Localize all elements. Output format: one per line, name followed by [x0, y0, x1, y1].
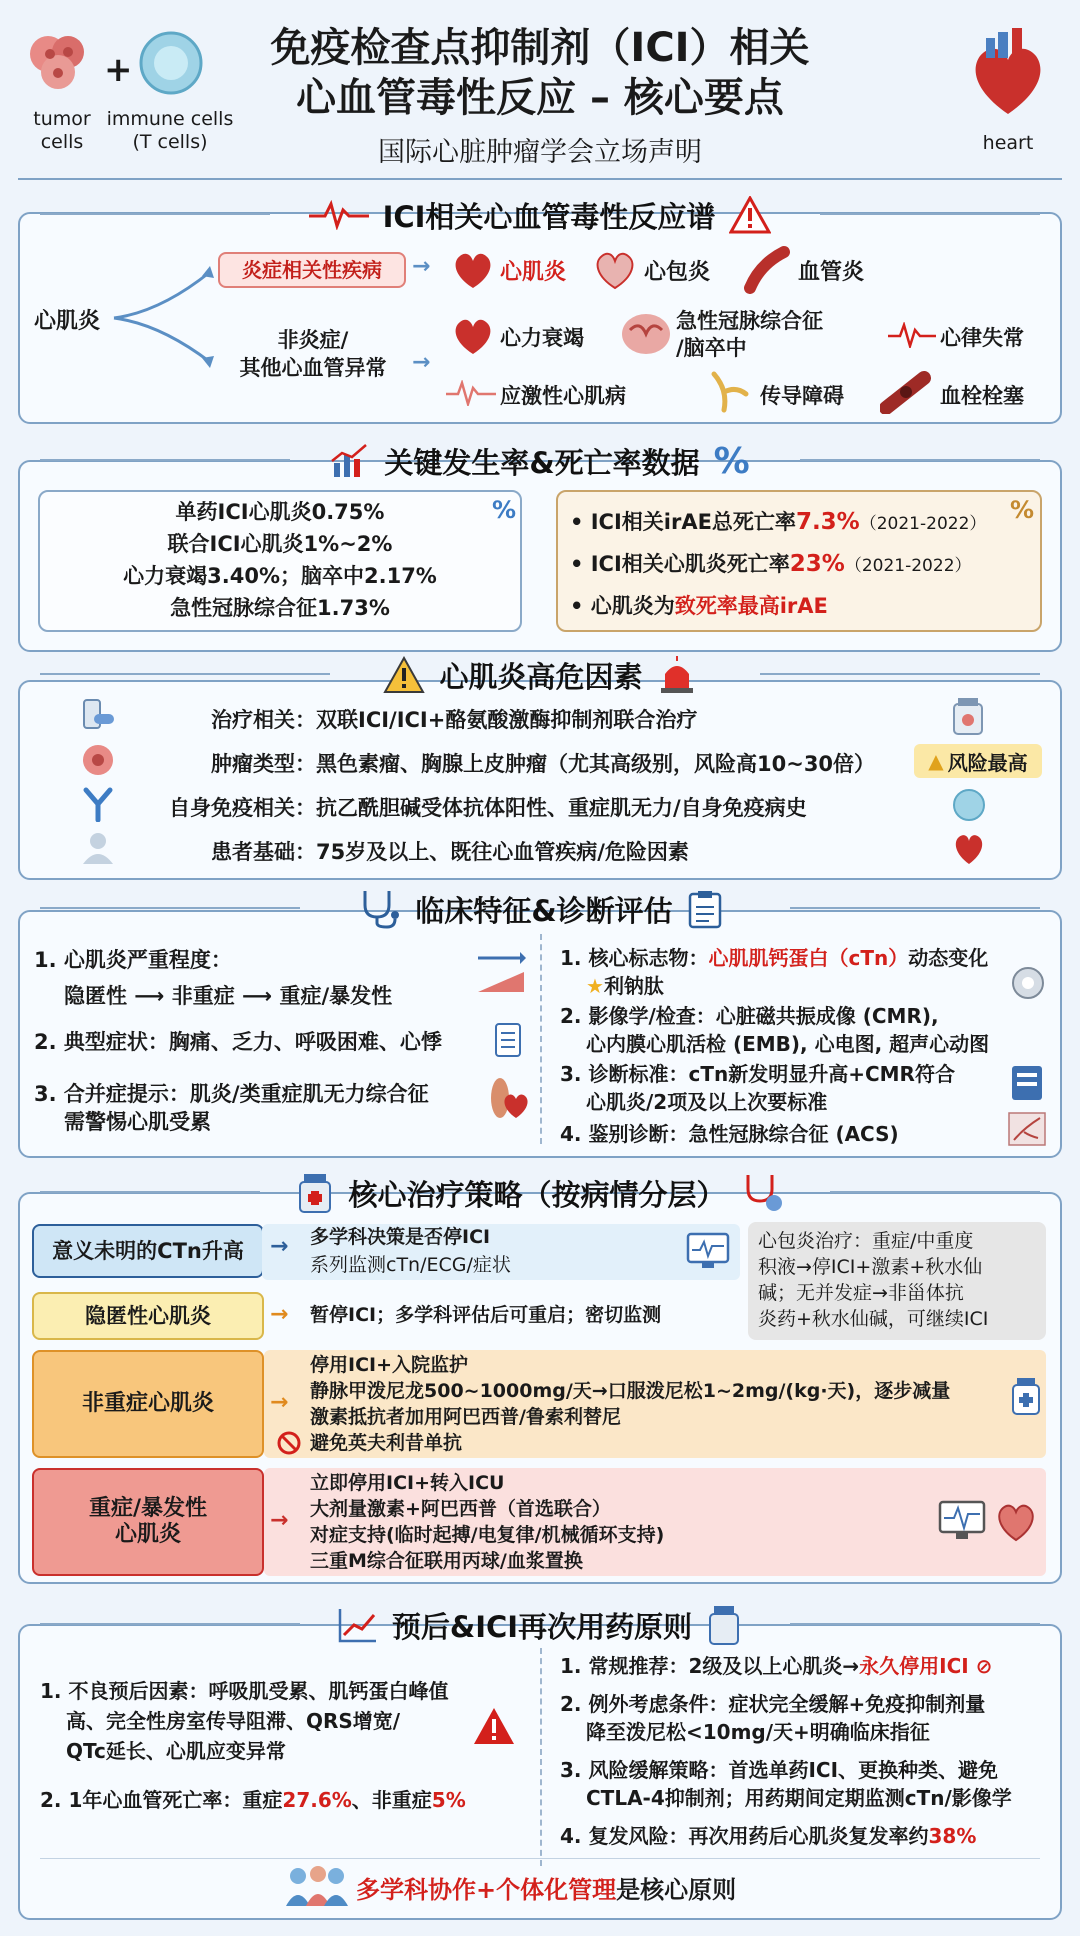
- percent-icon: %: [492, 496, 517, 524]
- tier-line: 停用ICI+入院监护: [310, 1354, 469, 1376]
- pericarditis-line: 炎药+秋水仙碱，可继续ICI: [758, 1308, 989, 1330]
- page-title-line1: 免疫检查点抑制剂（ICI）相关: [270, 25, 810, 71]
- spectrum-root: 心肌炎: [34, 309, 101, 334]
- arrow-icon: →: [270, 1302, 289, 1327]
- mortality-line: 2. 1年心血管死亡率：重症27.6%、非重症5%: [40, 1788, 466, 1812]
- tier-line: 暂停ICI；多学科评估后可重启；密切监测: [310, 1304, 662, 1326]
- mortality-item: • 心肌炎为致死率最高irAE: [570, 594, 828, 618]
- incidence-left-item: 心力衰竭3.40%；脑卒中2.17%: [123, 564, 437, 588]
- prognosis-line: QTc延长、心肌应变异常: [66, 1739, 286, 1763]
- clinical-right-item: 心肌炎/2项及以上次要标准: [586, 1090, 828, 1114]
- arrow-icon: →: [412, 254, 431, 279]
- pericarditis-line: 心包炎治疗：重症/中重度: [758, 1230, 974, 1252]
- tier-occult: 隐匿性心肌炎: [32, 1292, 264, 1340]
- tier-line: 三重M综合征联用丙球/血浆置换: [310, 1550, 583, 1572]
- clinical-title: 临床特征&诊断评估: [415, 893, 673, 928]
- inflam-item-vasculitis: 血管炎: [798, 260, 865, 285]
- highest-risk-badge: ▲ 风险最高: [914, 744, 1042, 778]
- risk-value: 抗乙酰胆碱受体抗体阳性、重症肌无力/自身免疫病史: [316, 796, 807, 820]
- percent-icon: %: [713, 440, 750, 482]
- rechallenge-line: 3. 风险缓解策略：首选单药ICI、更换种类、避免: [560, 1758, 999, 1782]
- noninflam-label: 非炎症/ 其他心血管异常: [239, 328, 387, 380]
- tier-unknown-ctn: 意义未明的CTn升高: [32, 1224, 264, 1278]
- risk-title: 心肌炎高危因素: [439, 659, 643, 694]
- clinical-right-item: ★利钠肽: [586, 974, 664, 998]
- prohibit-icon: ⊘: [968, 1654, 993, 1678]
- page-subtitle: 国际心脏肿瘤学会立场声明: [378, 137, 702, 168]
- tier-line: 静脉甲泼尼龙500~1000mg/天→口服泼尼松1~2mg/(kg·天)，逐步减量: [310, 1380, 951, 1402]
- rechallenge-line: 4. 复发风险：再次用药后心肌炎复发率约38%: [560, 1824, 977, 1848]
- spectrum-title: ICI相关心血管毒性反应谱: [382, 199, 716, 234]
- inflam-item-pericarditis: 心包炎: [644, 260, 711, 285]
- clinical-left-item: 需警惕心肌受累: [64, 1110, 211, 1134]
- tier-line: 激素抵抗者加用阿巴西普/鲁索利替尼: [310, 1406, 621, 1428]
- incidence-left-item: 急性冠脉综合征1.73%: [170, 596, 390, 620]
- incidence-left-item: 联合ICI心肌炎1%~2%: [167, 532, 393, 556]
- tier-line: 大剂量激素+阿巴西普（首选联合）: [310, 1498, 611, 1520]
- risk-value: 75岁及以上、既往心血管疾病/危险因素: [316, 840, 689, 864]
- clinical-left-item: 隐匿性 ⟶ 非重症 ⟶ 重症/暴发性: [64, 984, 393, 1008]
- inflam-item-myocarditis: 心肌炎: [500, 260, 567, 285]
- row1-acs-stroke: 急性冠脉综合征 /脑卒中: [676, 309, 823, 360]
- rechallenge-line: CTLA-4抑制剂；用药期间定期监测cTn/影像学: [586, 1786, 1012, 1810]
- clinical-right-item: 2. 影像学/检查：心脏磁共振成像 (CMR),: [560, 1004, 939, 1028]
- heart-label: heart: [982, 132, 1034, 154]
- prognosis-title: 预后&ICI再次用药原则: [391, 1609, 693, 1644]
- row2-thromboembolism: 血栓栓塞: [940, 384, 1024, 408]
- arrow-icon: →: [412, 350, 431, 375]
- risk-key: 自身免疫相关：: [169, 796, 316, 820]
- risk-key: 肿瘤类型：: [211, 752, 316, 776]
- rechallenge-line: 降至泼尼松<10mg/天+明确临床指征: [586, 1720, 930, 1744]
- percent-icon: %: [1010, 496, 1035, 524]
- risk-value: 双联ICI/ICI+酪氨酸激酶抑制剂联合治疗: [316, 708, 698, 732]
- warning-icon: ▲: [928, 749, 944, 773]
- tier-line: 多学科决策是否停ICI: [310, 1226, 491, 1248]
- risk-key: 治疗相关：: [211, 708, 316, 732]
- arrow-icon: →: [270, 1390, 289, 1415]
- incidence-left-item: 单药ICI心肌炎0.75%: [175, 500, 385, 524]
- clinical-left-item: 3. 合并症提示：肌炎/类重症肌无力综合征: [34, 1082, 429, 1106]
- incidence-title: 关键发生率&死亡率数据: [384, 445, 700, 480]
- rechallenge-line: 1. 常规推荐：2级及以上心肌炎→永久停用ICI ⊘: [560, 1654, 993, 1678]
- clinical-right-item: 心内膜心肌活检 (EMB), 心电图, 超声心动图: [586, 1032, 990, 1056]
- mortality-item: • ICI相关心肌炎死亡率23%（2021-2022）: [570, 551, 972, 577]
- plus-sign: +: [104, 50, 133, 90]
- arrow-icon: →: [270, 1508, 289, 1533]
- clinical-left-item: 1. 心肌炎严重程度：: [34, 948, 232, 972]
- row2-conduction: 传导障碍: [760, 384, 844, 408]
- pericarditis-line: 积液→停ICI+激素+秋水仙: [758, 1256, 983, 1278]
- tier-non-severe: 非重症心肌炎: [32, 1350, 264, 1458]
- clinical-right-item: 4. 鉴别诊断：急性冠脉综合征 (ACS): [560, 1122, 899, 1146]
- treatment-title: 核心治疗策略（按病情分层）: [348, 1177, 726, 1212]
- arrow-icon: →: [270, 1234, 289, 1259]
- row1-heart-failure: 心力衰竭: [500, 326, 584, 350]
- page-title-line2: 心血管毒性反应 – 核心要点: [296, 75, 784, 121]
- clinical-right-item: 1. 核心标志物：心肌肌钙蛋白（cTn）动态变化: [560, 946, 989, 970]
- row2-stress-cm: 应激性心肌病: [500, 384, 626, 408]
- rechallenge-line: 2. 例外考虑条件：症状完全缓解+免疫抑制剂量: [560, 1692, 986, 1716]
- clinical-left-item: 2. 典型症状：胸痛、乏力、呼吸困难、心悸: [34, 1030, 442, 1054]
- tier-line: 对症支持(临时起搏/电复律/机械循环支持): [310, 1524, 665, 1546]
- immune-cells-label: immune cells (T cells): [106, 108, 234, 153]
- tier-severe: 重症/暴发性 心肌炎: [32, 1468, 264, 1576]
- risk-value: 黑色素瘤、胸腺上皮肿瘤（尤其高级别，风险高10~30倍）: [316, 752, 876, 776]
- prognosis-line: 高、完全性房室传导阻滞、QRS增宽/: [66, 1709, 401, 1733]
- tier-line: 系列监测cTn/ECG/症状: [310, 1254, 511, 1276]
- risk-key: 患者基础：: [211, 840, 316, 864]
- inflam-label: 炎症相关性疾病: [218, 252, 406, 288]
- tier-line: 避免英夫利昔单抗: [310, 1432, 463, 1454]
- tier-line: 立即停用ICI+转入ICU: [310, 1472, 505, 1494]
- footer-principle: 多学科协作+个体化管理是核心原则: [356, 1876, 737, 1904]
- prognosis-line: 1. 不良预后因素：呼吸肌受累、肌钙蛋白峰值: [40, 1679, 449, 1703]
- pericarditis-line: 碱；无并发症→非甾体抗: [758, 1282, 964, 1304]
- star-icon: ★: [586, 974, 604, 998]
- row1-arrhythmia: 心律失常: [940, 326, 1024, 350]
- clinical-right-item: 3. 诊断标准：cTn新发明显升高+CMR符合: [560, 1062, 955, 1086]
- mortality-item: • ICI相关irAE总死亡率7.3%（2021-2022）: [570, 509, 987, 535]
- tumor-cells-label: tumor cells: [33, 108, 91, 153]
